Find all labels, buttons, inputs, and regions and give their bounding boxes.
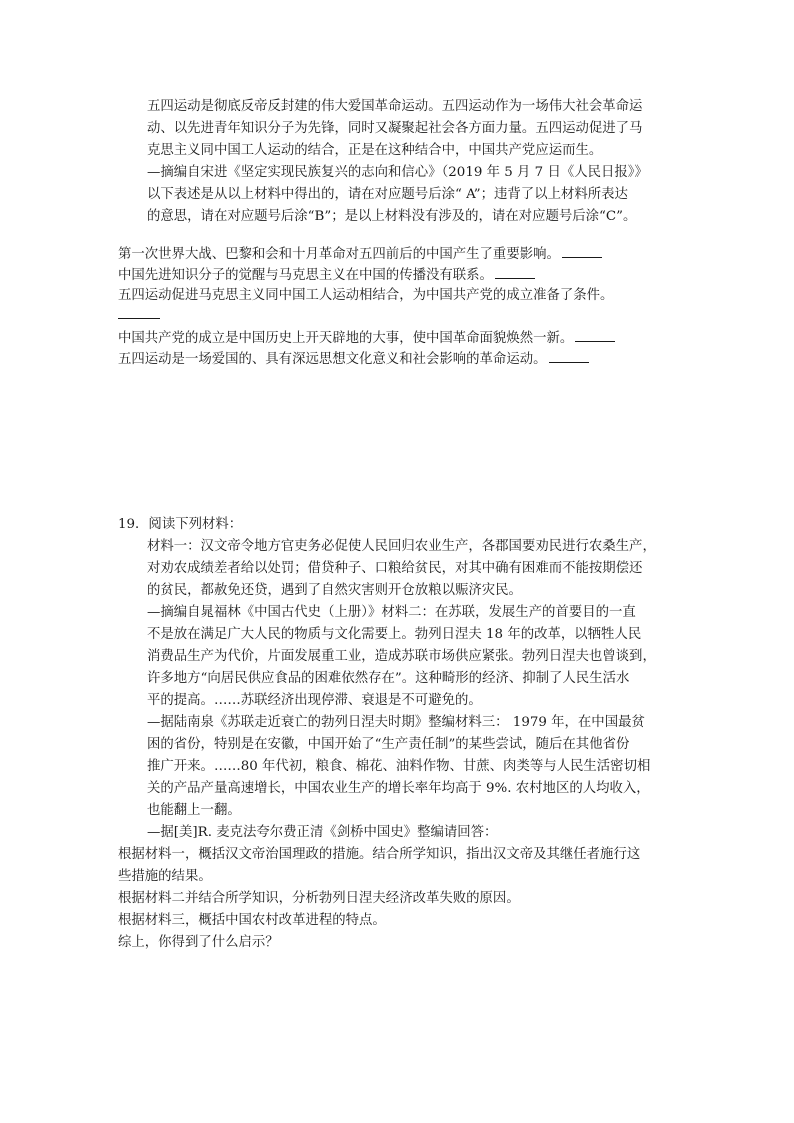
material-line: 许多地方“向居民供应食品的困难依然存在”。这种畸形的经济、抑制了人民生活水	[147, 671, 630, 686]
answer-blank[interactable]	[118, 317, 160, 319]
material-line: 也能翻上一翻。	[147, 803, 241, 818]
material-line: 关的产品产量高速增长，中国农业生产的增长率年均高于 9%. 农村地区的人均收入，	[147, 781, 650, 796]
statement-item	[118, 264, 535, 287]
statement-text: 五四运动促进马克思主义同中国工人运动相结合，为中国共产党的成立准备了条件。	[118, 288, 614, 303]
statement-item	[118, 348, 589, 371]
instruction-line: 以下表述是从以上材料中得出的，请在对应题号后涂“ A”；违背了以上材料所表达	[147, 187, 628, 202]
statement-text: 五四运动是一场爱国的、具有深远思想文化意义和社会影响的革命运动。	[118, 352, 547, 367]
material-line: 平的提高。……苏联经济出现停滞、衰退是不可避免的。	[147, 693, 482, 708]
material-line: 对劝农成绩差者给以处罚；借贷种子、口粮给贫民，对其中确有困难而不能按期偿还	[147, 561, 643, 576]
material-line: 动、以先进青年知识分子为先锋，同时又凝聚起社会各方面力量。五四运动促进了马	[147, 121, 643, 136]
material-line: —据陆南泉《苏联走近衰亡的勃列日涅夫时期》整编材料三： 1979 年，在中国最贫	[147, 715, 645, 730]
answer-blank[interactable]	[562, 243, 602, 258]
material-line: —摘编自晁福林《中国古代史（上册）》材料二：在苏联，发展生产的首要目的一直	[147, 605, 636, 620]
sub-question: 根据材料一，概括汉文帝治国理政的措施。结合所学知识，指出汉文帝及其继任者施行这	[118, 847, 641, 862]
statement-item	[118, 327, 615, 350]
material-line: 五四运动是彻底反帝反封建的伟大爱国革命运动。五四运动作为一场伟大社会革命运	[147, 99, 643, 114]
answer-blank[interactable]	[549, 348, 589, 363]
sub-question: 根据材料三，概括中国农村改革进程的特点。	[118, 913, 386, 928]
material-source: —据[美]R. 麦克法夸尔费正清《剑桥中国史》整编请回答：	[147, 825, 498, 840]
material-source: —摘编自宋进《坚定实现民族复兴的志向和信心》（2019 年 5 月 7 日《人民日报》》	[147, 165, 648, 180]
material-line: 推广开来。……80 年代初，粮食、棉花、油料作物、甘蔗、肉类等与人民生活密切相	[147, 759, 651, 774]
material-line: 消费品生产为代价，片面发展重工业，造成苏联市场供应紧张。勃列日涅夫也曾谈到，	[147, 649, 656, 664]
statement-item	[118, 243, 602, 266]
statement-text: 中国先进知识分子的觉醒与马克思主义在中国的传播没有联系。	[118, 268, 493, 283]
sub-question: 根据材料二并结合所学知识，分析勃列日涅夫经济改革失败的原因。	[118, 891, 520, 906]
statement-text: 第一次世界大战、巴黎和会和十月革命对五四前后的中国产生了重要影响。	[118, 247, 560, 262]
answer-blank[interactable]	[495, 264, 535, 279]
statement-item	[118, 285, 613, 307]
sub-question: 综上，你得到了什么启示？	[118, 935, 279, 950]
material-line: 不是放在满足广大人民的物质与文化需要上。勃列日涅夫 18 年的改革，以牺牲人民	[147, 627, 642, 642]
material-line: 克思主义同中国工人运动的结合，正是在这种结合中，中国共产党应运而生。	[147, 143, 603, 158]
material-line: 困的省份，特别是在安徽，中国开始了“生产责任制”的某些尝试，随后在其他省份	[147, 737, 630, 752]
material-line: 材料一：汉文帝令地方官吏务必促使人民回归农业生产，各郡国要劝民进行农桑生产，	[147, 539, 656, 554]
material-line: 的贫民，都赦免还贷，遇到了自然灾害则开仓放粮以赈济灾民。	[147, 583, 522, 598]
instruction-line: 的意思，请在对应题号后涂“B”；是以上材料没有涉及的，请在对应题号后涂“C”。	[147, 209, 637, 224]
answer-blank[interactable]	[575, 327, 615, 342]
statement-text: 中国共产党的成立是中国历史上开天辟地的大事，使中国革命面貌焕然一新。	[118, 331, 574, 346]
question-title: 19．阅读下列材料：	[118, 517, 243, 532]
sub-question: 些措施的结果。	[118, 869, 212, 884]
